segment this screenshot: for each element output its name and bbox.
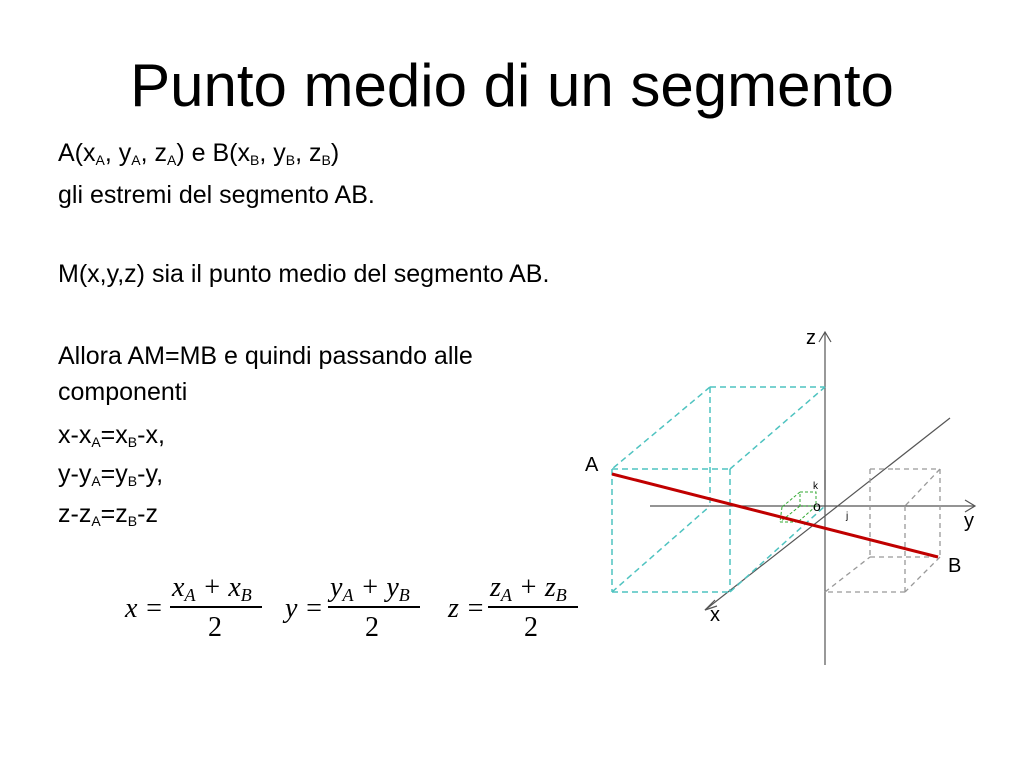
axis-z-label: z (806, 327, 816, 349)
formula-y-numerator: $y_A + y_B$ (330, 572, 410, 605)
endpoints-text: gli estremi del segmento AB. (58, 181, 375, 209)
unit-k-label: k (813, 481, 818, 492)
equation-x: $x-x_A=x_B-x$, (58, 421, 165, 450)
box-b (825, 469, 940, 592)
equation-y: $y-y_A=y_B-y$, (58, 460, 164, 489)
segment-ab (612, 474, 938, 557)
formula-z-lhs: z = (448, 593, 485, 624)
formula-y-lhs: y = (285, 593, 324, 624)
components-text-1: Allora AM=MB e quindi passando alle (58, 342, 473, 370)
midpoint-text: M(x,y,z) sia il punto medio del segmento AB. (58, 260, 550, 288)
formula-x-denominator: 2 (208, 612, 222, 643)
formula-x-lhs: x = (125, 593, 164, 624)
slide-title: Punto medio di un segmento (130, 52, 894, 119)
point-a-label: A (585, 454, 599, 476)
unit-j-label: j (846, 511, 849, 522)
formula-x-numerator: $x_A + x_B$ (172, 572, 252, 605)
point-b-label: B (948, 555, 962, 577)
formula-z-numerator: $z_A + z_B$ (490, 572, 567, 605)
origin-label: o (813, 498, 821, 514)
formula-y-denominator: 2 (365, 612, 379, 643)
equation-z: $z-z_A=z_B-z$ (58, 500, 158, 529)
points-definition: $A(x_A$, $y_A$, $z_A$) e $B(x_B$, $y_B$, $z_B$) (58, 139, 340, 168)
formula-z-denominator: 2 (524, 612, 538, 643)
components-text-2: componenti (58, 378, 188, 406)
axis-y-label: y (964, 510, 974, 532)
box-a (612, 387, 825, 592)
axis-x-label: x (710, 604, 720, 626)
